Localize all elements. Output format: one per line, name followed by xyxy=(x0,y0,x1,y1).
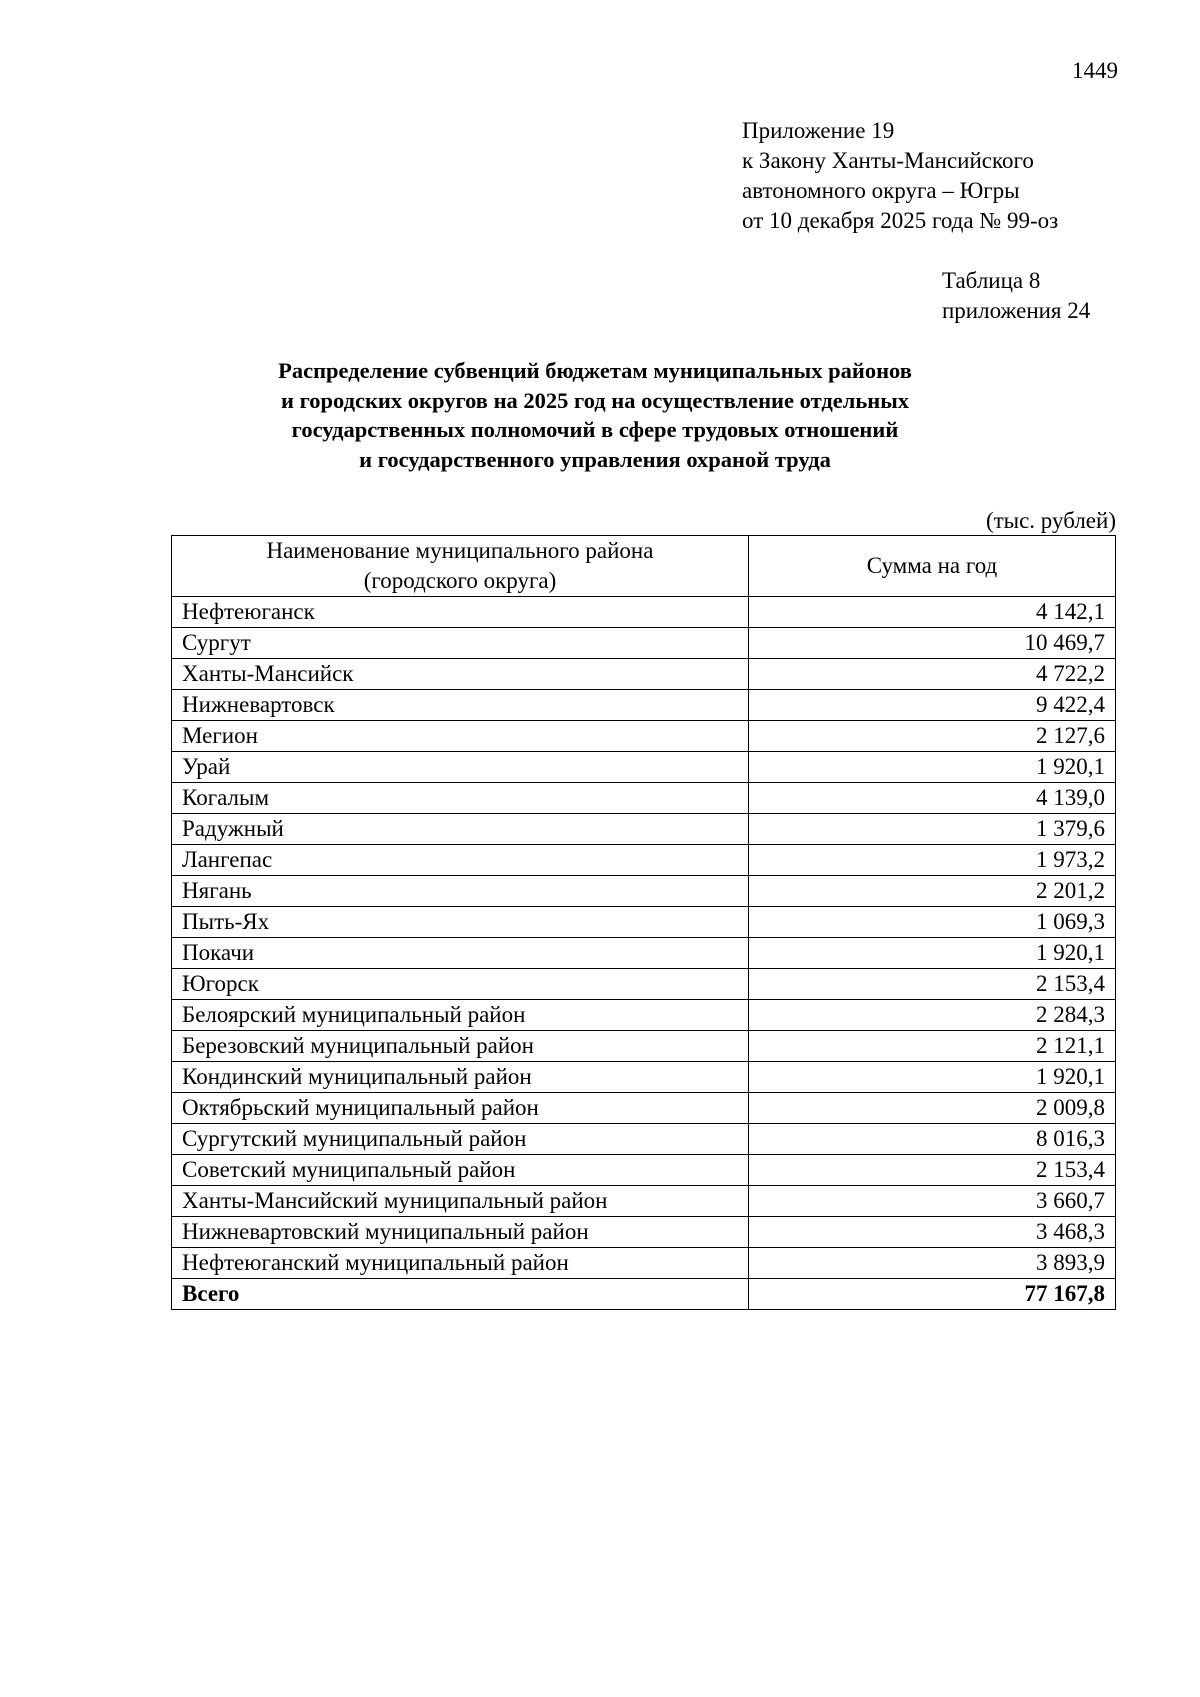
cell-name: Урай xyxy=(172,752,749,783)
table-row xyxy=(172,1062,1116,1093)
subvention-table xyxy=(171,535,1116,1310)
table-row xyxy=(172,1155,1116,1186)
cell-name: Радужный xyxy=(172,814,749,845)
column-header-name xyxy=(172,536,749,597)
cell-name: Нефтеюганск xyxy=(172,597,749,628)
cell-name: Советский муниципальный район xyxy=(172,1155,749,1186)
table-row xyxy=(172,1186,1116,1217)
cell-sum: 1 973,2 xyxy=(748,845,1115,876)
table-row xyxy=(172,1124,1116,1155)
title-line: Распределение субвенций бюджетам муниципальных районов xyxy=(278,358,912,383)
units-label: (тыс. рублей) xyxy=(985,508,1116,533)
cell-sum: 2 284,3 xyxy=(748,1000,1115,1031)
table-row xyxy=(172,597,1116,628)
cell-sum: 3 468,3 xyxy=(748,1217,1115,1248)
cell-sum: 3 893,9 xyxy=(748,1248,1115,1279)
cell-sum: 9 422,4 xyxy=(748,690,1115,721)
table-reference-line: Таблица 8 xyxy=(942,268,1041,293)
appendix-line: автономного округа – Югры xyxy=(742,178,1020,203)
cell-sum: 1 920,1 xyxy=(748,938,1115,969)
cell-sum: 2 127,6 xyxy=(748,721,1115,752)
table-row xyxy=(172,1000,1116,1031)
cell-name: Нижневартовский муниципальный район xyxy=(172,1217,749,1248)
cell-name: Лангепас xyxy=(172,845,749,876)
cell-name: Сургутский муниципальный район xyxy=(172,1124,749,1155)
title-line: и городских округов на 2025 год на осуществление отдельных xyxy=(280,387,910,413)
cell-name: Когалым xyxy=(172,783,749,814)
table-body xyxy=(172,597,1116,1310)
cell-name: Нижневартовск xyxy=(172,690,749,721)
cell-sum: 1 920,1 xyxy=(748,1062,1115,1093)
page-number: 1449 xyxy=(1072,58,1118,83)
cell-name: Покачи xyxy=(172,938,749,969)
table-row xyxy=(172,752,1116,783)
table-row xyxy=(172,721,1116,752)
appendix-line: к Закону Ханты-Мансийского xyxy=(742,148,1034,173)
cell-name: Кондинский муниципальный район xyxy=(172,1062,749,1093)
cell-sum: 10 469,7 xyxy=(748,628,1115,659)
table-row xyxy=(172,1093,1116,1124)
total-label: Всего xyxy=(172,1279,749,1310)
cell-sum: 2 153,4 xyxy=(748,969,1115,1000)
cell-sum: 1 069,3 xyxy=(748,907,1115,938)
cell-name: Ханты-Мансийск xyxy=(172,659,749,690)
cell-sum: 8 016,3 xyxy=(748,1124,1115,1155)
table-reference-line: приложения 24 xyxy=(942,298,1091,323)
table-row xyxy=(172,814,1116,845)
table-row xyxy=(172,845,1116,876)
table-row xyxy=(172,969,1116,1000)
column-header-sum: Сумма на год xyxy=(748,536,1115,597)
cell-name: Октябрьский муниципальный район xyxy=(172,1093,749,1124)
table-row xyxy=(172,1248,1116,1279)
table-header-row xyxy=(172,536,1116,597)
cell-sum: 2 201,2 xyxy=(748,876,1115,907)
title-line: и государственного управления охраной труда xyxy=(359,446,831,472)
table-row xyxy=(172,628,1116,659)
table-row xyxy=(172,1217,1116,1248)
cell-name: Березовский муниципальный район xyxy=(172,1031,749,1062)
cell-name: Белоярский муниципальный район xyxy=(172,1000,749,1031)
cell-sum: 3 660,7 xyxy=(748,1186,1115,1217)
title-line: государственных полномочий в сфере трудовых отношений xyxy=(291,417,899,442)
cell-sum: 1 920,1 xyxy=(748,752,1115,783)
cell-sum: 4 722,2 xyxy=(748,659,1115,690)
cell-name: Ханты-Мансийский муниципальный район xyxy=(172,1186,749,1217)
document-title xyxy=(170,356,1020,474)
total-sum: 77 167,8 xyxy=(748,1279,1115,1310)
column-header-name-line: Наименование муниципального района xyxy=(266,538,654,563)
appendix-line: Приложение 19 xyxy=(742,118,895,143)
table-row xyxy=(172,783,1116,814)
cell-sum: 2 153,4 xyxy=(748,1155,1115,1186)
table-total-row xyxy=(172,1279,1116,1310)
cell-sum: 2 121,1 xyxy=(748,1031,1115,1062)
cell-name: Пыть-Ях xyxy=(172,907,749,938)
cell-name: Югорск xyxy=(172,969,749,1000)
cell-name: Нефтеюганский муниципальный район xyxy=(172,1248,749,1279)
cell-name: Мегион xyxy=(172,721,749,752)
appendix-block xyxy=(742,116,1058,236)
appendix-line: от 10 декабря 2025 года № 99-оз xyxy=(742,208,1059,233)
cell-sum: 4 142,1 xyxy=(748,597,1115,628)
table-row xyxy=(172,690,1116,721)
cell-sum: 4 139,0 xyxy=(748,783,1115,814)
table-row xyxy=(172,659,1116,690)
table-row xyxy=(172,876,1116,907)
table-row xyxy=(172,1031,1116,1062)
table-reference xyxy=(942,266,1090,326)
cell-sum: 1 379,6 xyxy=(748,814,1115,845)
cell-sum: 2 009,8 xyxy=(748,1093,1115,1124)
cell-name: Сургут xyxy=(172,628,749,659)
table-row xyxy=(172,907,1116,938)
column-header-name-line: (городского округа) xyxy=(363,568,557,593)
table-row xyxy=(172,938,1116,969)
cell-name: Нягань xyxy=(172,876,749,907)
